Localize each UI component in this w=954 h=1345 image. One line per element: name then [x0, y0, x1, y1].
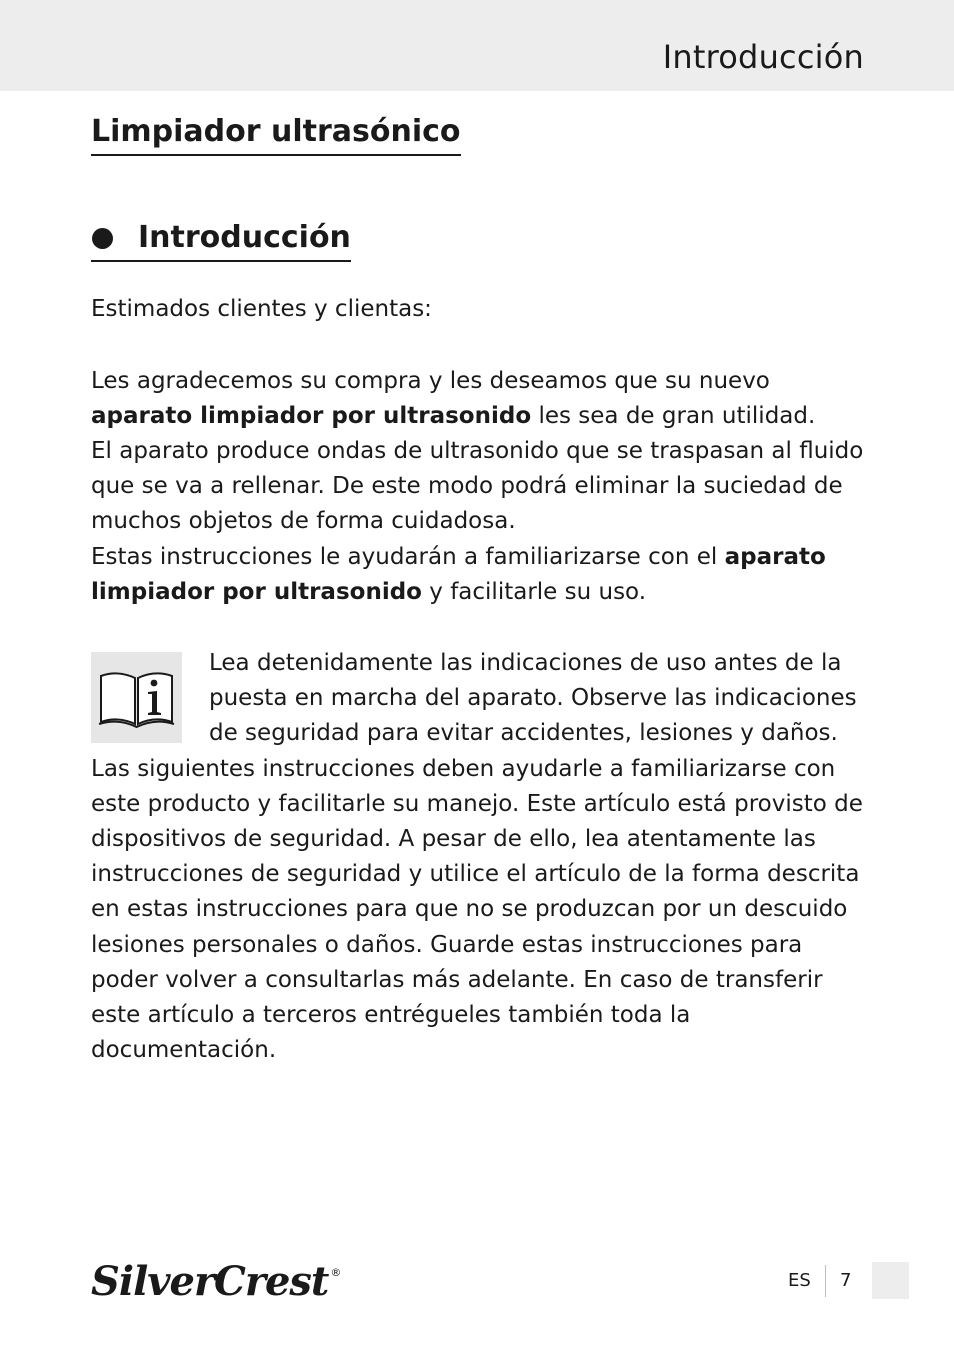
paragraph-3	[91, 540, 871, 610]
paragraph-3-bold: aparato limpiador por ultrasonido	[91, 544, 826, 606]
header-title: Introducción	[662, 38, 864, 76]
paragraph-1	[91, 364, 871, 434]
footer-separator	[825, 1265, 826, 1297]
paragraph-2: El aparato produce ondas de ultrasonido que se traspasan al fluido que se va a rellenar. De este modo podrá eliminar la suciedad de muchos objetos de forma cuidadosa.	[91, 438, 864, 535]
footer-tab	[872, 1262, 909, 1299]
section-heading	[91, 218, 351, 262]
paragraph-1-start: Les agradecemos su compra y les deseamos que su nuevo	[91, 368, 770, 394]
paragraph-3-start: Estas instrucciones le ayudarán a familiarizarse con el	[91, 544, 725, 570]
paragraph-3-end: y facilitarle su uso.	[421, 579, 647, 606]
greeting-text: Estimados clientes y clientas:	[91, 296, 432, 322]
paragraph-1-end: les sea de gran utilidad.	[531, 403, 816, 430]
footer-language: ES	[788, 1270, 811, 1291]
brand-logo	[91, 1260, 341, 1304]
registered-mark: ®	[330, 1266, 342, 1279]
bullet-icon	[92, 228, 113, 249]
brand-logo-text: SilverCrest	[91, 1258, 329, 1305]
paragraph-1-bold: aparato limpiador por ultrasonido	[91, 403, 532, 430]
page-number: 7	[840, 1270, 852, 1291]
section-heading-text: Introducción	[138, 220, 351, 255]
info-text: Lea detenidamente las indicaciones de uso antes de la puesta en marcha del aparato. Observe las indicaciones de seguridad para evitar accidentes, lesiones y daños. Las siguientes instrucciones deben ayudarle a familiarizarse con este producto y facilitarle su manejo. Este artículo está provisto de dispositivos de seguridad. A pesar de ello, lea atentamente las instrucciones de seguridad y utilice el artículo de la forma descrita en estas instrucciones para que no se produzcan por un descuido lesiones personales o daños. Guarde estas instrucciones para poder volver a consultarlas más adelante. En caso de transferir este artículo a terceros entrégueles también toda la documentación.	[91, 650, 863, 1064]
page-title: Limpiador ultrasónico	[91, 112, 461, 156]
